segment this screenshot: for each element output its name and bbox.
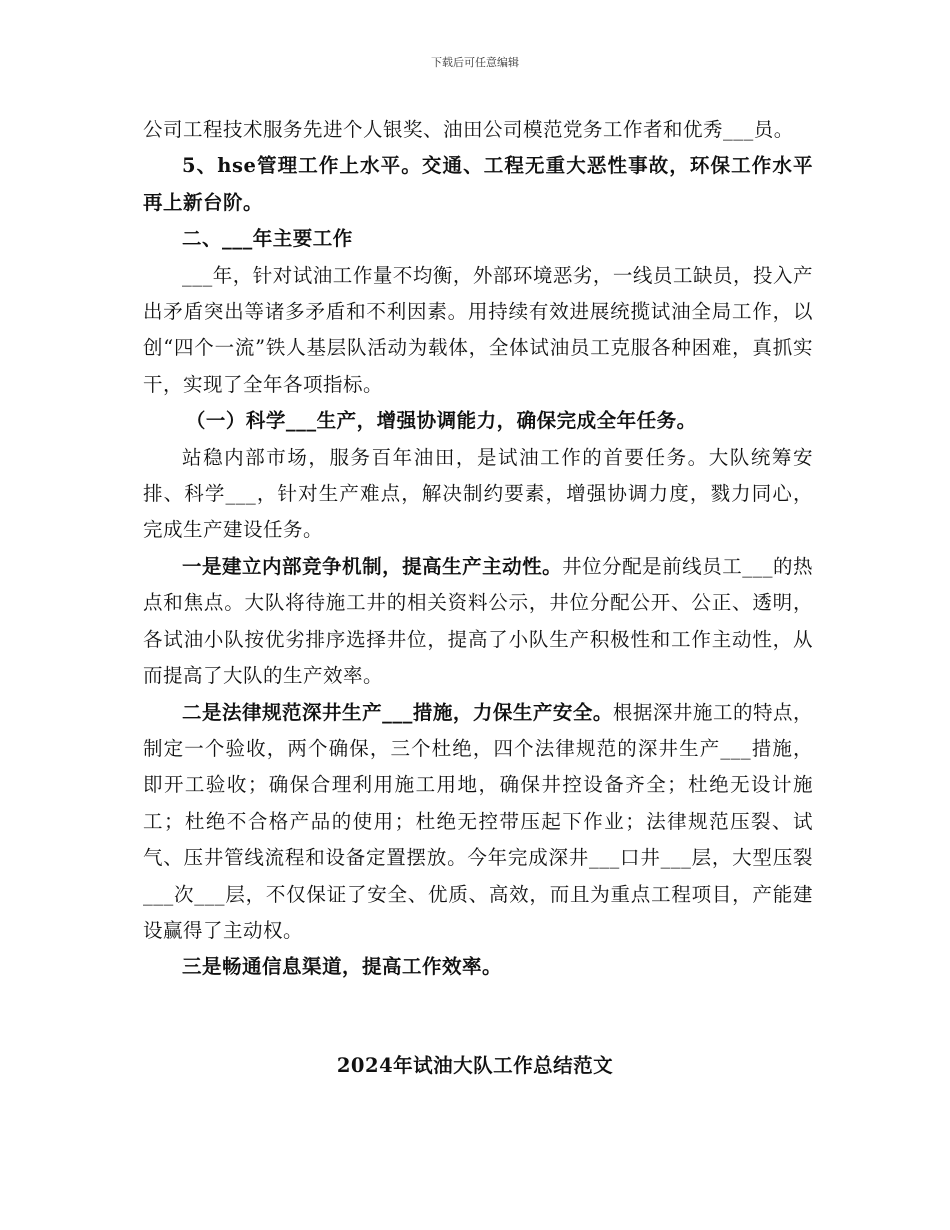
paragraph-market: 站稳内部市场，服务百年油田，是试油工作的首要任务。大队统筹安排、科学___，针对生产难点，解决制约要素，增强协调力度，戮力同心，完成生产建设任务。: [143, 445, 813, 542]
document-body: [143, 112, 813, 986]
paragraph-deep-well-lead: 二是法律规范深井生产___措施，力保生产安全。: [182, 700, 613, 724]
paragraph-hse: 5、hse管理工作上水平。交通、工程无重大恶性事故，环保工作水平再上新台阶。: [143, 154, 813, 214]
paragraph-competition-body: 井位分配是前线员工___的热点和焦点。大队将待施工井的相关资料公示，井位分配公开、公正、透明，各试油小队按优劣排序选择井位，提高了小队生产积极性和工作主动性，从而提高了大队的生产效率。: [143, 554, 813, 688]
paragraph-competition-lead: 一是建立内部竞争机制，提高生产主动性。: [182, 554, 563, 578]
paragraph-deep-well-body: 根据深井施工的特点，制定一个验收，两个确保，三个杜绝，四个法律规范的深井生产___措施，即开工验收；确保合理利用施工用地，确保井控设备齐全；杜绝无设计施工；杜绝不合格产品的使用；杜绝无控带压起下作业；法律规范压裂、试气、压井管线流程和设备定置摆放。今年完成深井___口井___层，大型压裂___次___层，不仅保证了安全、优质、高效，而且为重点工程项目，产能建设赢得了主动权。: [143, 700, 813, 942]
paragraph-information: 三是畅通信息渠道，提高工作效率。: [182, 955, 503, 979]
paragraph-awards: 公司工程技术服务先进个人银奖、油田公司模范党务工作者和优秀___员。: [143, 118, 794, 141]
subheading-production: （一）科学___生产，增强协调能力，确保完成全年任务。: [185, 409, 697, 433]
paragraph-competition: [143, 549, 813, 695]
section-heading-main-work: 二、___年主要工作: [182, 227, 353, 251]
document-title: 2024年试油大队工作总结范文: [336, 1054, 614, 1077]
page-header-note: 下载后可任意编辑: [431, 56, 519, 69]
paragraph-overview: ___年，针对试油工作量不均衡，外部环境恶劣，一线员工缺员，投入产出矛盾突出等诸多矛盾和不利因素。用持续有效进展统揽试油全局工作，以创“四个一流”铁人基层队活动为载体，全体试油员工克服各种困难，真抓实干，实现了全年各项指标。: [143, 263, 813, 396]
paragraph-deep-well: [143, 695, 813, 950]
